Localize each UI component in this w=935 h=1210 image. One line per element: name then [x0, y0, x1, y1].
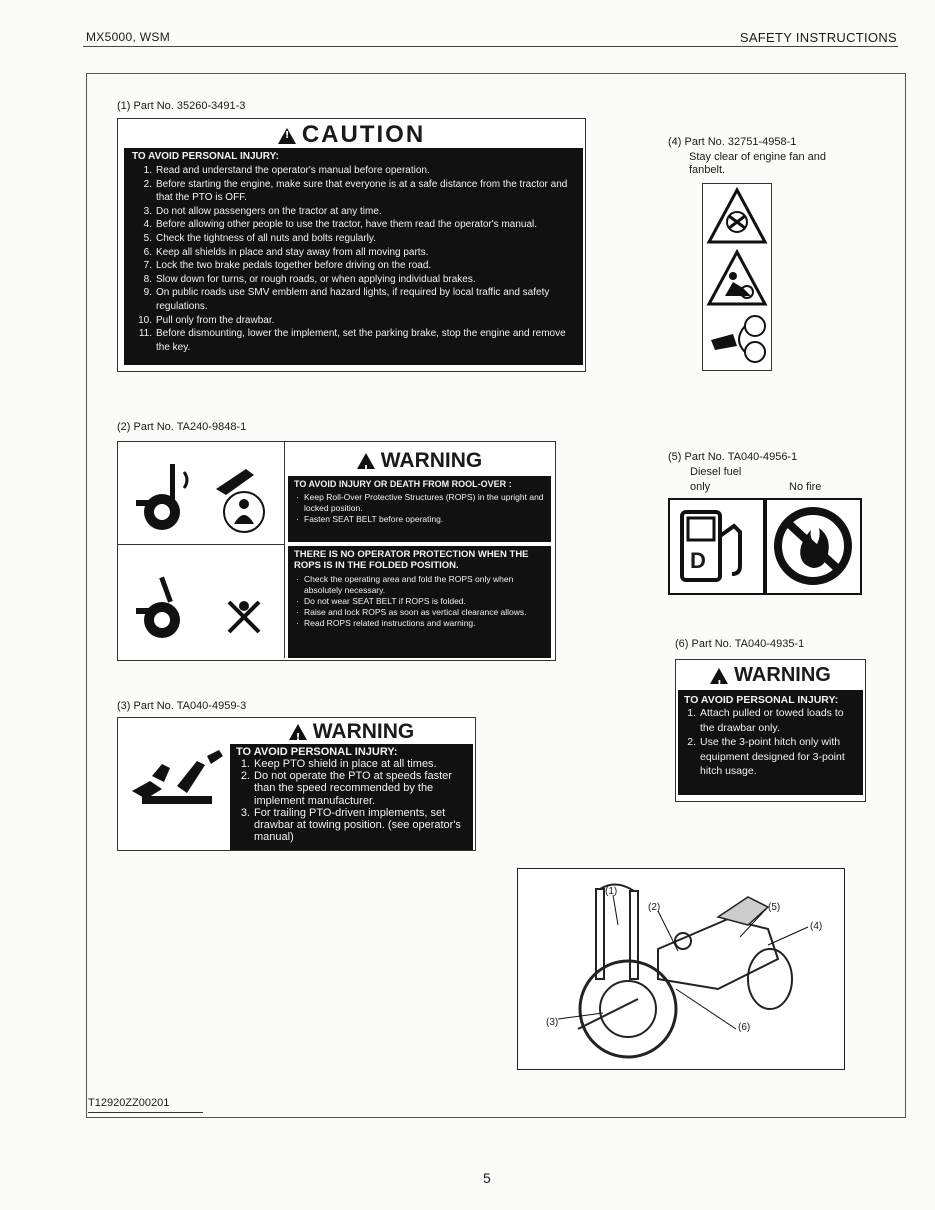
list-item: [684, 706, 857, 735]
pto-title-row: [230, 720, 473, 744]
callout-2: (2): [648, 902, 661, 913]
list-item: [132, 232, 577, 246]
fan-hazard-icon: [705, 186, 769, 246]
list-item-text: Check the tightness of all nuts and bolts regularly.: [156, 232, 376, 244]
figure-code: T12920ZZ00201: [88, 1097, 170, 1109]
hitch-subtitle: TO AVOID PERSONAL INJURY:: [684, 694, 839, 706]
list-item-number: 10.: [138, 314, 152, 326]
callout-5: (5): [768, 902, 781, 913]
rops-block-2: [288, 546, 551, 658]
caution-title-row: [118, 121, 585, 148]
caution-body: [124, 148, 583, 365]
list-item-number: 2.: [240, 770, 250, 783]
callout-6: (6): [738, 1022, 751, 1033]
label3-part: (3) Part No. TA040-4959-3: [117, 700, 247, 712]
list-item: [236, 758, 467, 770]
list-item-number: 1.: [240, 758, 250, 770]
list-item-text: Attach pulled or towed loads to the drawbar only.: [700, 707, 844, 734]
list-item-number: 7.: [143, 260, 152, 272]
rops-warning-label: [117, 441, 556, 661]
label2-part: (2) Part No. TA240-9848-1: [117, 421, 247, 433]
rops-pictograms: [118, 442, 285, 658]
list-item-text: For trailing PTO-driven implements, set drawbar at towing position. (see operator's manual): [254, 806, 461, 844]
list-item: [132, 205, 577, 219]
list-item-text: Keep all shields in place and stay away from all moving parts.: [156, 246, 429, 258]
caution-subtitle: TO AVOID PERSONAL INJURY:: [132, 151, 279, 162]
rops-title-row: [288, 446, 551, 476]
list-item-number: 2.: [687, 736, 696, 748]
list-item: [132, 218, 577, 232]
bullet-item: · Fasten SEAT BELT before operating.: [294, 514, 545, 525]
label6-part: (6) Part No. TA040-4935-1: [675, 638, 805, 650]
list-item: [132, 164, 577, 178]
callout-1: (1): [605, 886, 618, 897]
list-item-number: 3.: [143, 205, 152, 217]
list-item-text: Do not allow passengers on the tractor at any time.: [156, 205, 382, 217]
pto-list: [236, 758, 467, 843]
alert-triangle-icon: [278, 128, 296, 144]
list-item-number: 2.: [143, 178, 152, 190]
list-item-text: On public roads use SMV emblem and hazard lights, if required by local traffic and safety regulations.: [156, 287, 550, 312]
alert-triangle-icon: [710, 668, 728, 684]
list-item: [132, 178, 577, 205]
list-item-text: Before dismounting, lower the implement, set the parking brake, stop the engine and remove the key.: [156, 328, 566, 353]
rops-list-2: [294, 574, 545, 629]
label5-desc2: only: [690, 481, 711, 493]
list-item-text: Before starting the engine, make sure that everyone is at a safe distance from the tractor and that the PTO is OFF.: [156, 178, 568, 204]
list-item-text: Pull only from the drawbar.: [156, 314, 275, 326]
list-item: [684, 735, 857, 779]
bullet-item: · Raise and lock ROPS as soon as vertical clearance allows.: [294, 607, 545, 618]
pictogram-divider: [118, 544, 284, 545]
figure-code-rule: [88, 1112, 203, 1113]
label4-desc: Stay clear of engine fan and fanbelt.: [689, 151, 826, 176]
alert-triangle-icon: [289, 724, 307, 740]
tractor-rops-up-icon: [124, 454, 279, 536]
rops-text-area: [288, 446, 551, 656]
rops-title: WARNING: [380, 449, 483, 472]
list-item-number: 5.: [143, 232, 152, 244]
label1-part: (1) Part No. 35260-3491-3: [117, 100, 246, 112]
pto-title: WARNING: [312, 720, 415, 743]
fuel-pump-icon: [676, 506, 756, 586]
pto-text-area: [230, 720, 473, 850]
list-item-number: 9.: [143, 287, 152, 299]
caution-title: CAUTION: [301, 121, 426, 148]
list-item: [132, 286, 577, 313]
list-item-number: 8.: [143, 273, 152, 285]
fuel-letter: D: [690, 548, 706, 573]
header-rule: [83, 46, 898, 47]
tractor-illustration-icon: [518, 869, 844, 1069]
list-item-number: 11.: [138, 328, 152, 340]
label5-part: (5) Part No. TA040-4956-1: [668, 451, 798, 463]
list-item: [132, 273, 577, 287]
list-item: [132, 246, 577, 260]
list-item-text: Slow down for turns, or rough roads, or when applying individual brakes.: [156, 273, 476, 285]
list-item-text: Keep PTO shield in place at all times.: [254, 758, 437, 770]
label4-part: (4) Part No. 32751-4958-1: [668, 136, 797, 148]
hitch-list: [684, 706, 857, 779]
callout-3: (3): [546, 1017, 559, 1028]
hitch-title: WARNING: [734, 664, 831, 686]
list-item: [132, 314, 577, 328]
list-item-number: 4.: [143, 219, 152, 231]
alert-triangle-icon: [357, 453, 375, 469]
callout-4: (4): [810, 921, 823, 932]
list-item-text: Do not operate the PTO at speeds faster than the speed recommended by the implement manufacturer.: [254, 770, 452, 807]
pto-entanglement-icon: [122, 746, 227, 816]
fan-warning-label: [702, 183, 772, 371]
list-item-number: 1.: [687, 707, 696, 719]
belt-hazard-icon: [705, 248, 769, 308]
list-item: [236, 770, 467, 807]
rops-list-1: [294, 492, 545, 525]
no-fire-label: [765, 498, 862, 595]
no-fire-icon: [773, 506, 853, 586]
list-item-number: 6.: [143, 246, 152, 258]
rops-block-1: [288, 476, 551, 542]
header-left: MX5000, WSM: [86, 30, 170, 44]
pto-subtitle: TO AVOID PERSONAL INJURY:: [236, 746, 398, 758]
page-number: 5: [483, 1170, 491, 1186]
list-item-text: Before allowing other people to use the tractor, have them read the operator's manual.: [156, 219, 538, 231]
hitch-body: [678, 690, 863, 795]
list-item-number: 3.: [240, 806, 250, 819]
hitch-title-row: [676, 660, 865, 690]
rops-sub2: THERE IS NO OPERATOR PROTECTION WHEN THE ROPS IS IN THE FOLDED POSITION.: [294, 549, 529, 571]
tractor-diagram: [517, 868, 845, 1070]
rops-sub1: TO AVOID INJURY OR DEATH FROM ROOL-OVER :: [294, 479, 512, 489]
bullet-item: · Do not wear SEAT BELT if ROPS is folded.: [294, 596, 545, 607]
bullet-item: · Keep Roll-Over Protective Structures (ROPS) in the upright and locked position.: [294, 492, 545, 514]
tractor-rops-folded-icon: [124, 562, 279, 644]
caution-label: [117, 118, 586, 372]
list-item: [236, 807, 467, 844]
pto-warning-label: [117, 717, 476, 851]
hand-fan-icon: [705, 312, 769, 366]
list-item-text: Lock the two brake pedals together before driving on the road.: [156, 260, 432, 272]
diesel-fuel-label: [668, 498, 765, 595]
hitch-warning-label: [675, 659, 866, 802]
list-item: [132, 327, 577, 354]
header-right: SAFETY INSTRUCTIONS: [739, 30, 897, 45]
caution-list: [132, 164, 577, 354]
bullet-item: · Check the operating area and fold the ROPS only when absolutely necessary.: [294, 574, 545, 596]
list-item-text: Use the 3-point hitch only with equipment designed for 3-point hitch usage.: [700, 736, 845, 777]
label5-desc3: No fire: [789, 481, 822, 493]
list-item: [132, 259, 577, 273]
pto-body: [230, 744, 473, 850]
bullet-item: · Read ROPS related instructions and warning.: [294, 618, 545, 629]
list-item-text: Read and understand the operator's manual before operation.: [156, 165, 430, 176]
list-item-number: 1.: [143, 165, 152, 176]
label5-desc1: Diesel fuel: [690, 466, 742, 478]
